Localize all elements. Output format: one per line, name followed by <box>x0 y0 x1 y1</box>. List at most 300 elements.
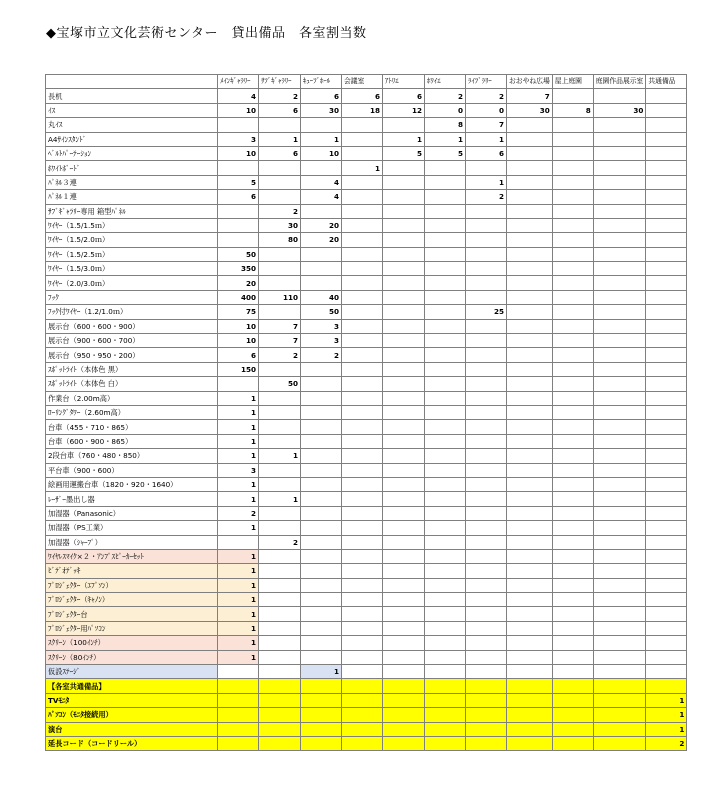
quantity-cell <box>425 621 466 635</box>
quantity-cell <box>507 118 553 132</box>
quantity-cell: 6 <box>466 146 507 160</box>
table-row <box>46 362 687 376</box>
quantity-cell <box>552 506 593 520</box>
quantity-cell: 6 <box>259 103 301 117</box>
quantity-cell <box>646 161 687 175</box>
quantity-cell: 1 <box>466 132 507 146</box>
quantity-cell <box>425 506 466 520</box>
quantity-cell: 25 <box>466 305 507 319</box>
table-row <box>46 506 687 520</box>
quantity-cell: 12 <box>383 103 425 117</box>
quantity-cell: 7 <box>507 89 553 103</box>
quantity-cell <box>383 420 425 434</box>
quantity-cell <box>301 118 342 132</box>
quantity-cell <box>466 736 507 750</box>
table-row <box>46 621 687 635</box>
table-row <box>46 233 687 247</box>
quantity-cell: 30 <box>593 103 646 117</box>
quantity-cell <box>425 247 466 261</box>
quantity-cell <box>425 708 466 722</box>
quantity-cell <box>593 262 646 276</box>
quantity-cell <box>552 521 593 535</box>
quantity-cell <box>466 405 507 419</box>
quantity-cell: 5 <box>218 175 259 189</box>
quantity-cell <box>507 463 553 477</box>
quantity-cell <box>259 564 301 578</box>
quantity-cell <box>507 693 553 707</box>
quantity-cell <box>552 161 593 175</box>
quantity-cell <box>259 391 301 405</box>
quantity-cell: 8 <box>552 103 593 117</box>
quantity-cell <box>552 204 593 218</box>
quantity-cell <box>383 679 425 693</box>
quantity-cell <box>507 477 553 491</box>
quantity-cell: 0 <box>425 103 466 117</box>
quantity-cell <box>425 362 466 376</box>
quantity-cell <box>507 420 553 434</box>
quantity-cell <box>646 477 687 491</box>
quantity-cell <box>552 305 593 319</box>
quantity-cell <box>466 492 507 506</box>
quantity-cell: 1 <box>218 621 259 635</box>
quantity-cell <box>259 190 301 204</box>
quantity-cell <box>507 521 553 535</box>
quantity-cell: 2 <box>466 89 507 103</box>
item-name-cell: TVﾓﾆﾀ <box>46 693 218 707</box>
quantity-cell <box>301 276 342 290</box>
quantity-cell: 1 <box>218 420 259 434</box>
quantity-cell <box>507 722 553 736</box>
quantity-cell <box>646 650 687 664</box>
item-name-cell: 展示台（950・950・200） <box>46 348 218 362</box>
quantity-cell <box>507 492 553 506</box>
quantity-cell <box>646 593 687 607</box>
quantity-cell <box>342 549 383 563</box>
quantity-cell <box>466 578 507 592</box>
quantity-cell: 2 <box>259 535 301 549</box>
item-name-cell: ﾜｲﾔｰ（2.0/3.0ｍ） <box>46 276 218 290</box>
quantity-cell <box>383 463 425 477</box>
table-row <box>46 204 687 218</box>
quantity-cell <box>646 377 687 391</box>
quantity-cell <box>342 391 383 405</box>
quantity-cell <box>552 190 593 204</box>
quantity-cell <box>425 564 466 578</box>
quantity-cell <box>507 290 553 304</box>
quantity-cell <box>342 118 383 132</box>
quantity-cell <box>425 276 466 290</box>
quantity-cell: 2 <box>259 204 301 218</box>
quantity-cell: 6 <box>383 89 425 103</box>
quantity-cell <box>342 420 383 434</box>
quantity-cell <box>507 449 553 463</box>
quantity-cell <box>342 722 383 736</box>
quantity-cell <box>466 665 507 679</box>
quantity-cell <box>301 708 342 722</box>
item-name-cell: ﾌｯｸ <box>46 290 218 304</box>
quantity-cell <box>646 103 687 117</box>
quantity-cell: 10 <box>218 146 259 160</box>
quantity-cell <box>218 535 259 549</box>
item-name-cell: ﾜｲﾔｰ（1.5/1.5ｍ） <box>46 218 218 232</box>
quantity-cell <box>466 521 507 535</box>
quantity-cell <box>218 708 259 722</box>
quantity-cell <box>466 549 507 563</box>
quantity-cell: 1 <box>218 492 259 506</box>
quantity-cell <box>301 564 342 578</box>
quantity-cell <box>218 665 259 679</box>
table-row <box>46 276 687 290</box>
quantity-cell <box>342 247 383 261</box>
table-row <box>46 334 687 348</box>
quantity-cell <box>383 276 425 290</box>
table-row <box>46 736 687 750</box>
item-name-cell: ﾛｰﾘﾝｸﾞﾀﾜｰ（2.60m高） <box>46 405 218 419</box>
quantity-cell <box>646 348 687 362</box>
quantity-cell: 6 <box>218 190 259 204</box>
item-name-cell: A4ｻｲﾝｽﾀﾝﾄﾞ <box>46 132 218 146</box>
item-name-cell: ｻﾌﾞｷﾞｬﾗﾘｰ専用 箱型ﾊﾟﾈﾙ <box>46 204 218 218</box>
item-name-cell: ｽｸﾘｰﾝ（80ｲﾝﾁ） <box>46 650 218 664</box>
quantity-cell <box>342 679 383 693</box>
quantity-cell: 8 <box>425 118 466 132</box>
quantity-cell: 50 <box>301 305 342 319</box>
table-row <box>46 593 687 607</box>
quantity-cell <box>259 679 301 693</box>
quantity-cell <box>383 722 425 736</box>
quantity-cell <box>259 621 301 635</box>
quantity-cell <box>507 679 553 693</box>
item-name-cell: 仮設ｽﾃｰｼﾞ <box>46 665 218 679</box>
quantity-cell: 10 <box>218 103 259 117</box>
quantity-cell <box>646 463 687 477</box>
item-name-cell: 作業台（2.00m高） <box>46 391 218 405</box>
quantity-cell <box>507 319 553 333</box>
quantity-cell <box>383 190 425 204</box>
quantity-cell <box>342 204 383 218</box>
table-row <box>46 521 687 535</box>
quantity-cell <box>507 621 553 635</box>
quantity-cell <box>425 175 466 189</box>
quantity-cell <box>301 607 342 621</box>
quantity-cell: 4 <box>301 175 342 189</box>
quantity-cell <box>301 693 342 707</box>
quantity-cell <box>507 362 553 376</box>
quantity-cell <box>466 679 507 693</box>
item-name-cell: ﾚｰｻﾞｰ墨出し器 <box>46 492 218 506</box>
quantity-cell <box>342 362 383 376</box>
quantity-cell <box>507 708 553 722</box>
quantity-cell <box>466 722 507 736</box>
quantity-cell <box>383 650 425 664</box>
quantity-cell <box>646 492 687 506</box>
quantity-cell <box>646 204 687 218</box>
quantity-cell <box>507 276 553 290</box>
quantity-cell <box>425 290 466 304</box>
quantity-cell <box>552 708 593 722</box>
quantity-cell <box>425 650 466 664</box>
quantity-cell <box>646 132 687 146</box>
quantity-cell <box>593 679 646 693</box>
item-name-cell: ﾋﾞﾃﾞｵﾃﾞｯｷ <box>46 564 218 578</box>
header-room-column: ｻﾌﾞｷﾞｬﾗﾘｰ <box>259 75 301 89</box>
table-row <box>46 578 687 592</box>
quantity-cell <box>593 607 646 621</box>
item-name-cell: 加湿器（PS工業） <box>46 521 218 535</box>
quantity-cell <box>383 262 425 276</box>
table-row <box>46 636 687 650</box>
quantity-cell <box>507 391 553 405</box>
quantity-cell: 4 <box>301 190 342 204</box>
quantity-cell <box>383 305 425 319</box>
item-name-cell: ﾌﾟﾛｼﾞｪｸﾀｰ台 <box>46 607 218 621</box>
quantity-cell <box>466 593 507 607</box>
quantity-cell <box>593 708 646 722</box>
quantity-cell <box>466 262 507 276</box>
quantity-cell <box>301 391 342 405</box>
quantity-cell <box>301 161 342 175</box>
quantity-cell <box>552 391 593 405</box>
quantity-cell <box>259 650 301 664</box>
quantity-cell <box>301 492 342 506</box>
quantity-cell <box>593 190 646 204</box>
quantity-cell <box>342 463 383 477</box>
quantity-cell <box>342 708 383 722</box>
quantity-cell <box>507 204 553 218</box>
quantity-cell: 3 <box>218 132 259 146</box>
quantity-cell <box>342 621 383 635</box>
quantity-cell <box>646 506 687 520</box>
quantity-cell <box>646 665 687 679</box>
quantity-cell <box>646 146 687 160</box>
quantity-cell <box>507 146 553 160</box>
quantity-cell: 6 <box>218 348 259 362</box>
quantity-cell <box>646 247 687 261</box>
quantity-cell <box>593 334 646 348</box>
item-name-cell: 【各室共通備品】 <box>46 679 218 693</box>
quantity-cell <box>507 665 553 679</box>
quantity-cell <box>425 405 466 419</box>
quantity-cell <box>301 521 342 535</box>
quantity-cell: 4 <box>218 89 259 103</box>
table-row <box>46 492 687 506</box>
quantity-cell <box>466 348 507 362</box>
quantity-cell <box>259 161 301 175</box>
quantity-cell: 1 <box>646 722 687 736</box>
quantity-cell <box>259 420 301 434</box>
quantity-cell <box>507 218 553 232</box>
quantity-cell: 1 <box>218 650 259 664</box>
quantity-cell <box>466 334 507 348</box>
quantity-cell <box>646 305 687 319</box>
quantity-cell <box>552 405 593 419</box>
quantity-cell: 1 <box>646 693 687 707</box>
quantity-cell: 1 <box>342 161 383 175</box>
quantity-cell: 20 <box>218 276 259 290</box>
quantity-cell <box>342 218 383 232</box>
quantity-cell <box>466 621 507 635</box>
quantity-cell <box>301 362 342 376</box>
item-name-cell: 加湿器（Panasonic） <box>46 506 218 520</box>
quantity-cell <box>383 578 425 592</box>
quantity-cell <box>552 535 593 549</box>
quantity-cell <box>466 362 507 376</box>
quantity-cell <box>383 449 425 463</box>
quantity-cell <box>466 506 507 520</box>
quantity-cell <box>593 665 646 679</box>
quantity-cell <box>342 736 383 750</box>
quantity-cell <box>552 420 593 434</box>
quantity-cell <box>593 348 646 362</box>
table-row <box>46 679 687 693</box>
quantity-cell <box>552 233 593 247</box>
quantity-cell <box>507 262 553 276</box>
quantity-cell: 1 <box>218 607 259 621</box>
quantity-cell <box>342 434 383 448</box>
table-row <box>46 305 687 319</box>
quantity-cell <box>466 463 507 477</box>
quantity-cell <box>593 132 646 146</box>
table-row <box>46 607 687 621</box>
quantity-cell <box>466 434 507 448</box>
quantity-cell <box>552 621 593 635</box>
quantity-cell: 2 <box>259 348 301 362</box>
quantity-cell <box>425 449 466 463</box>
quantity-cell: 0 <box>466 103 507 117</box>
table-row <box>46 449 687 463</box>
quantity-cell: 1 <box>218 477 259 491</box>
item-name-cell: ﾍﾞﾙﾄﾊﾟｰﾃｰｼｮﾝ <box>46 146 218 160</box>
quantity-cell <box>218 218 259 232</box>
item-name-cell: ｽﾎﾟｯﾄﾗｲﾄ（本体色 黒） <box>46 362 218 376</box>
quantity-cell <box>342 132 383 146</box>
quantity-cell <box>342 521 383 535</box>
quantity-cell <box>383 247 425 261</box>
quantity-cell <box>466 564 507 578</box>
quantity-cell <box>507 348 553 362</box>
quantity-cell <box>552 276 593 290</box>
quantity-cell <box>507 190 553 204</box>
item-name-cell: 展示台（600・600・900） <box>46 319 218 333</box>
header-room-column: 共通備品 <box>646 75 687 89</box>
quantity-cell <box>425 593 466 607</box>
quantity-cell <box>552 607 593 621</box>
quantity-cell: 2 <box>646 736 687 750</box>
quantity-cell: 150 <box>218 362 259 376</box>
item-name-cell: ﾊﾟﾈﾙ１連 <box>46 190 218 204</box>
quantity-cell <box>507 247 553 261</box>
quantity-cell <box>342 449 383 463</box>
quantity-cell <box>593 477 646 491</box>
quantity-cell <box>218 161 259 175</box>
quantity-cell <box>593 621 646 635</box>
quantity-cell <box>466 319 507 333</box>
quantity-cell <box>646 290 687 304</box>
quantity-cell <box>259 262 301 276</box>
quantity-cell <box>646 578 687 592</box>
item-name-cell: ﾊﾟﾈﾙ３連 <box>46 175 218 189</box>
quantity-cell <box>552 736 593 750</box>
quantity-cell <box>507 334 553 348</box>
quantity-cell <box>301 722 342 736</box>
quantity-cell <box>646 391 687 405</box>
table-row <box>46 348 687 362</box>
table-row <box>46 103 687 117</box>
quantity-cell <box>552 377 593 391</box>
quantity-cell: 1 <box>218 564 259 578</box>
quantity-cell <box>646 449 687 463</box>
quantity-cell <box>646 420 687 434</box>
quantity-cell <box>646 362 687 376</box>
quantity-cell: 50 <box>259 377 301 391</box>
quantity-cell <box>259 276 301 290</box>
quantity-cell <box>342 665 383 679</box>
quantity-cell <box>259 693 301 707</box>
quantity-cell <box>593 362 646 376</box>
quantity-cell: 30 <box>259 218 301 232</box>
quantity-cell <box>646 233 687 247</box>
table-row <box>46 665 687 679</box>
quantity-cell <box>593 722 646 736</box>
quantity-cell <box>425 420 466 434</box>
quantity-cell <box>425 665 466 679</box>
quantity-cell <box>425 434 466 448</box>
quantity-cell <box>593 161 646 175</box>
quantity-cell <box>552 247 593 261</box>
quantity-cell <box>466 650 507 664</box>
quantity-cell <box>259 175 301 189</box>
quantity-cell <box>552 477 593 491</box>
quantity-cell <box>383 233 425 247</box>
header-room-column: おおやね広場 <box>507 75 553 89</box>
quantity-cell <box>593 405 646 419</box>
quantity-cell <box>593 247 646 261</box>
item-name-cell: ｽｸﾘｰﾝ（100ｲﾝﾁ） <box>46 636 218 650</box>
quantity-cell: 7 <box>259 334 301 348</box>
quantity-cell: 5 <box>425 146 466 160</box>
quantity-cell <box>301 679 342 693</box>
header-room-column: ﾒｲﾝｷﾞｬﾗﾘｰ <box>218 75 259 89</box>
quantity-cell <box>646 521 687 535</box>
quantity-cell: 6 <box>342 89 383 103</box>
quantity-cell <box>593 175 646 189</box>
quantity-cell <box>425 161 466 175</box>
item-name-cell: 延長コード（コードリール） <box>46 736 218 750</box>
item-name-cell: 長机 <box>46 89 218 103</box>
quantity-cell <box>593 420 646 434</box>
quantity-cell <box>301 549 342 563</box>
quantity-cell <box>259 578 301 592</box>
quantity-cell <box>259 405 301 419</box>
header-room-column: 屋上庭園 <box>552 75 593 89</box>
quantity-cell <box>301 736 342 750</box>
quantity-cell <box>507 578 553 592</box>
quantity-cell <box>552 132 593 146</box>
quantity-cell <box>342 377 383 391</box>
quantity-cell: 400 <box>218 290 259 304</box>
quantity-cell: 5 <box>383 146 425 160</box>
quantity-cell <box>466 204 507 218</box>
quantity-cell <box>383 621 425 635</box>
quantity-cell <box>593 276 646 290</box>
quantity-cell <box>383 564 425 578</box>
quantity-cell <box>383 665 425 679</box>
quantity-cell <box>646 334 687 348</box>
quantity-cell <box>259 463 301 477</box>
quantity-cell <box>646 405 687 419</box>
quantity-cell <box>507 736 553 750</box>
quantity-cell <box>552 650 593 664</box>
